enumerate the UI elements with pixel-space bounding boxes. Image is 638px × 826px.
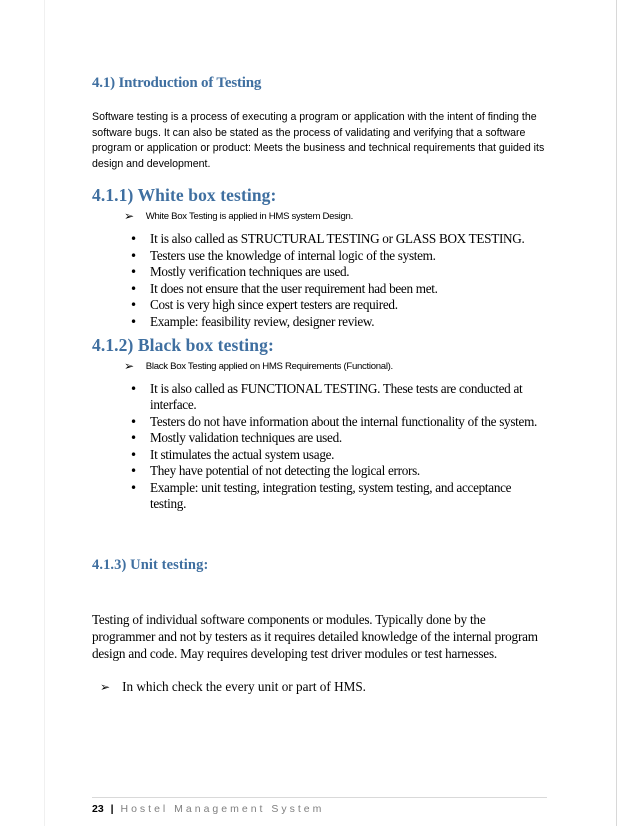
page-number: 23	[92, 803, 104, 815]
page-footer	[92, 803, 324, 815]
list-item: • It stimulates the actual system usage.	[130, 447, 550, 463]
intro-heading: 4.1) Introduction of Testing	[92, 75, 262, 91]
white-box-heading: 4.1.1) White box testing:	[92, 185, 277, 205]
footer-divider	[92, 797, 547, 798]
unit-testing-paragraph: Testing of individual software components or modules. Typically done by the programmer and not by testers as it requires detailed knowledge of the internal program design and code. May requires developing test driver modules or test harnesses.	[92, 612, 538, 661]
arrow-bullet-icon: ➢	[124, 359, 134, 373]
black-box-heading: 4.1.2) Black box testing:	[92, 335, 274, 355]
unit-testing-heading: 4.1.3) Unit testing:	[92, 557, 209, 573]
list-item: • It does not ensure that the user requirement had been met.	[130, 281, 550, 297]
footer-separator: |	[110, 803, 114, 815]
list-item: • It is also called as FUNCTIONAL TESTING. These tests are conducted at interface.	[130, 381, 550, 413]
list-item: • Testers use the knowledge of internal logic of the system.	[130, 248, 550, 264]
arrow-bullet-icon: ➢	[100, 680, 111, 694]
list-item: • They have potential of not detecting the logical errors.	[130, 463, 550, 479]
black-box-arrow-item	[124, 359, 393, 373]
white-box-arrow-item	[124, 209, 353, 223]
white-box-arrow-text: White Box Testing is applied in HMS system Design.	[145, 210, 353, 222]
unit-testing-arrow-text: In which check the every unit or part of HMS.	[122, 679, 366, 694]
list-item: • Example: unit testing, integration testing, system testing, and acceptance testing.	[130, 480, 550, 512]
list-item: • It is also called as STRUCTURAL TESTING or GLASS BOX TESTING.	[130, 231, 550, 247]
list-item: • Mostly verification techniques are used.	[130, 264, 550, 280]
arrow-bullet-icon: ➢	[124, 209, 134, 223]
black-box-arrow-text: Black Box Testing applied on HMS Requirements (Functional).	[145, 360, 393, 372]
list-item: • Testers do not have information about the internal functionality of the system.	[130, 414, 550, 430]
unit-testing-arrow-item	[100, 679, 366, 695]
intro-paragraph: Software testing is a process of executing a program or application with the intent of finding the software bugs. It can also be stated as the process of validating and verifying that a software program or application or product: Meets the business and technical requirements that guided its design and development.	[92, 111, 545, 170]
list-item: • Mostly validation techniques are used.	[130, 430, 550, 446]
black-box-bullet-list	[130, 381, 550, 512]
list-item: • Cost is very high since expert testers are required.	[130, 297, 550, 313]
list-item: • Example: feasibility review, designer review.	[130, 314, 550, 330]
footer-title: Hostel Management System	[120, 803, 325, 815]
white-box-bullet-list	[130, 231, 550, 330]
